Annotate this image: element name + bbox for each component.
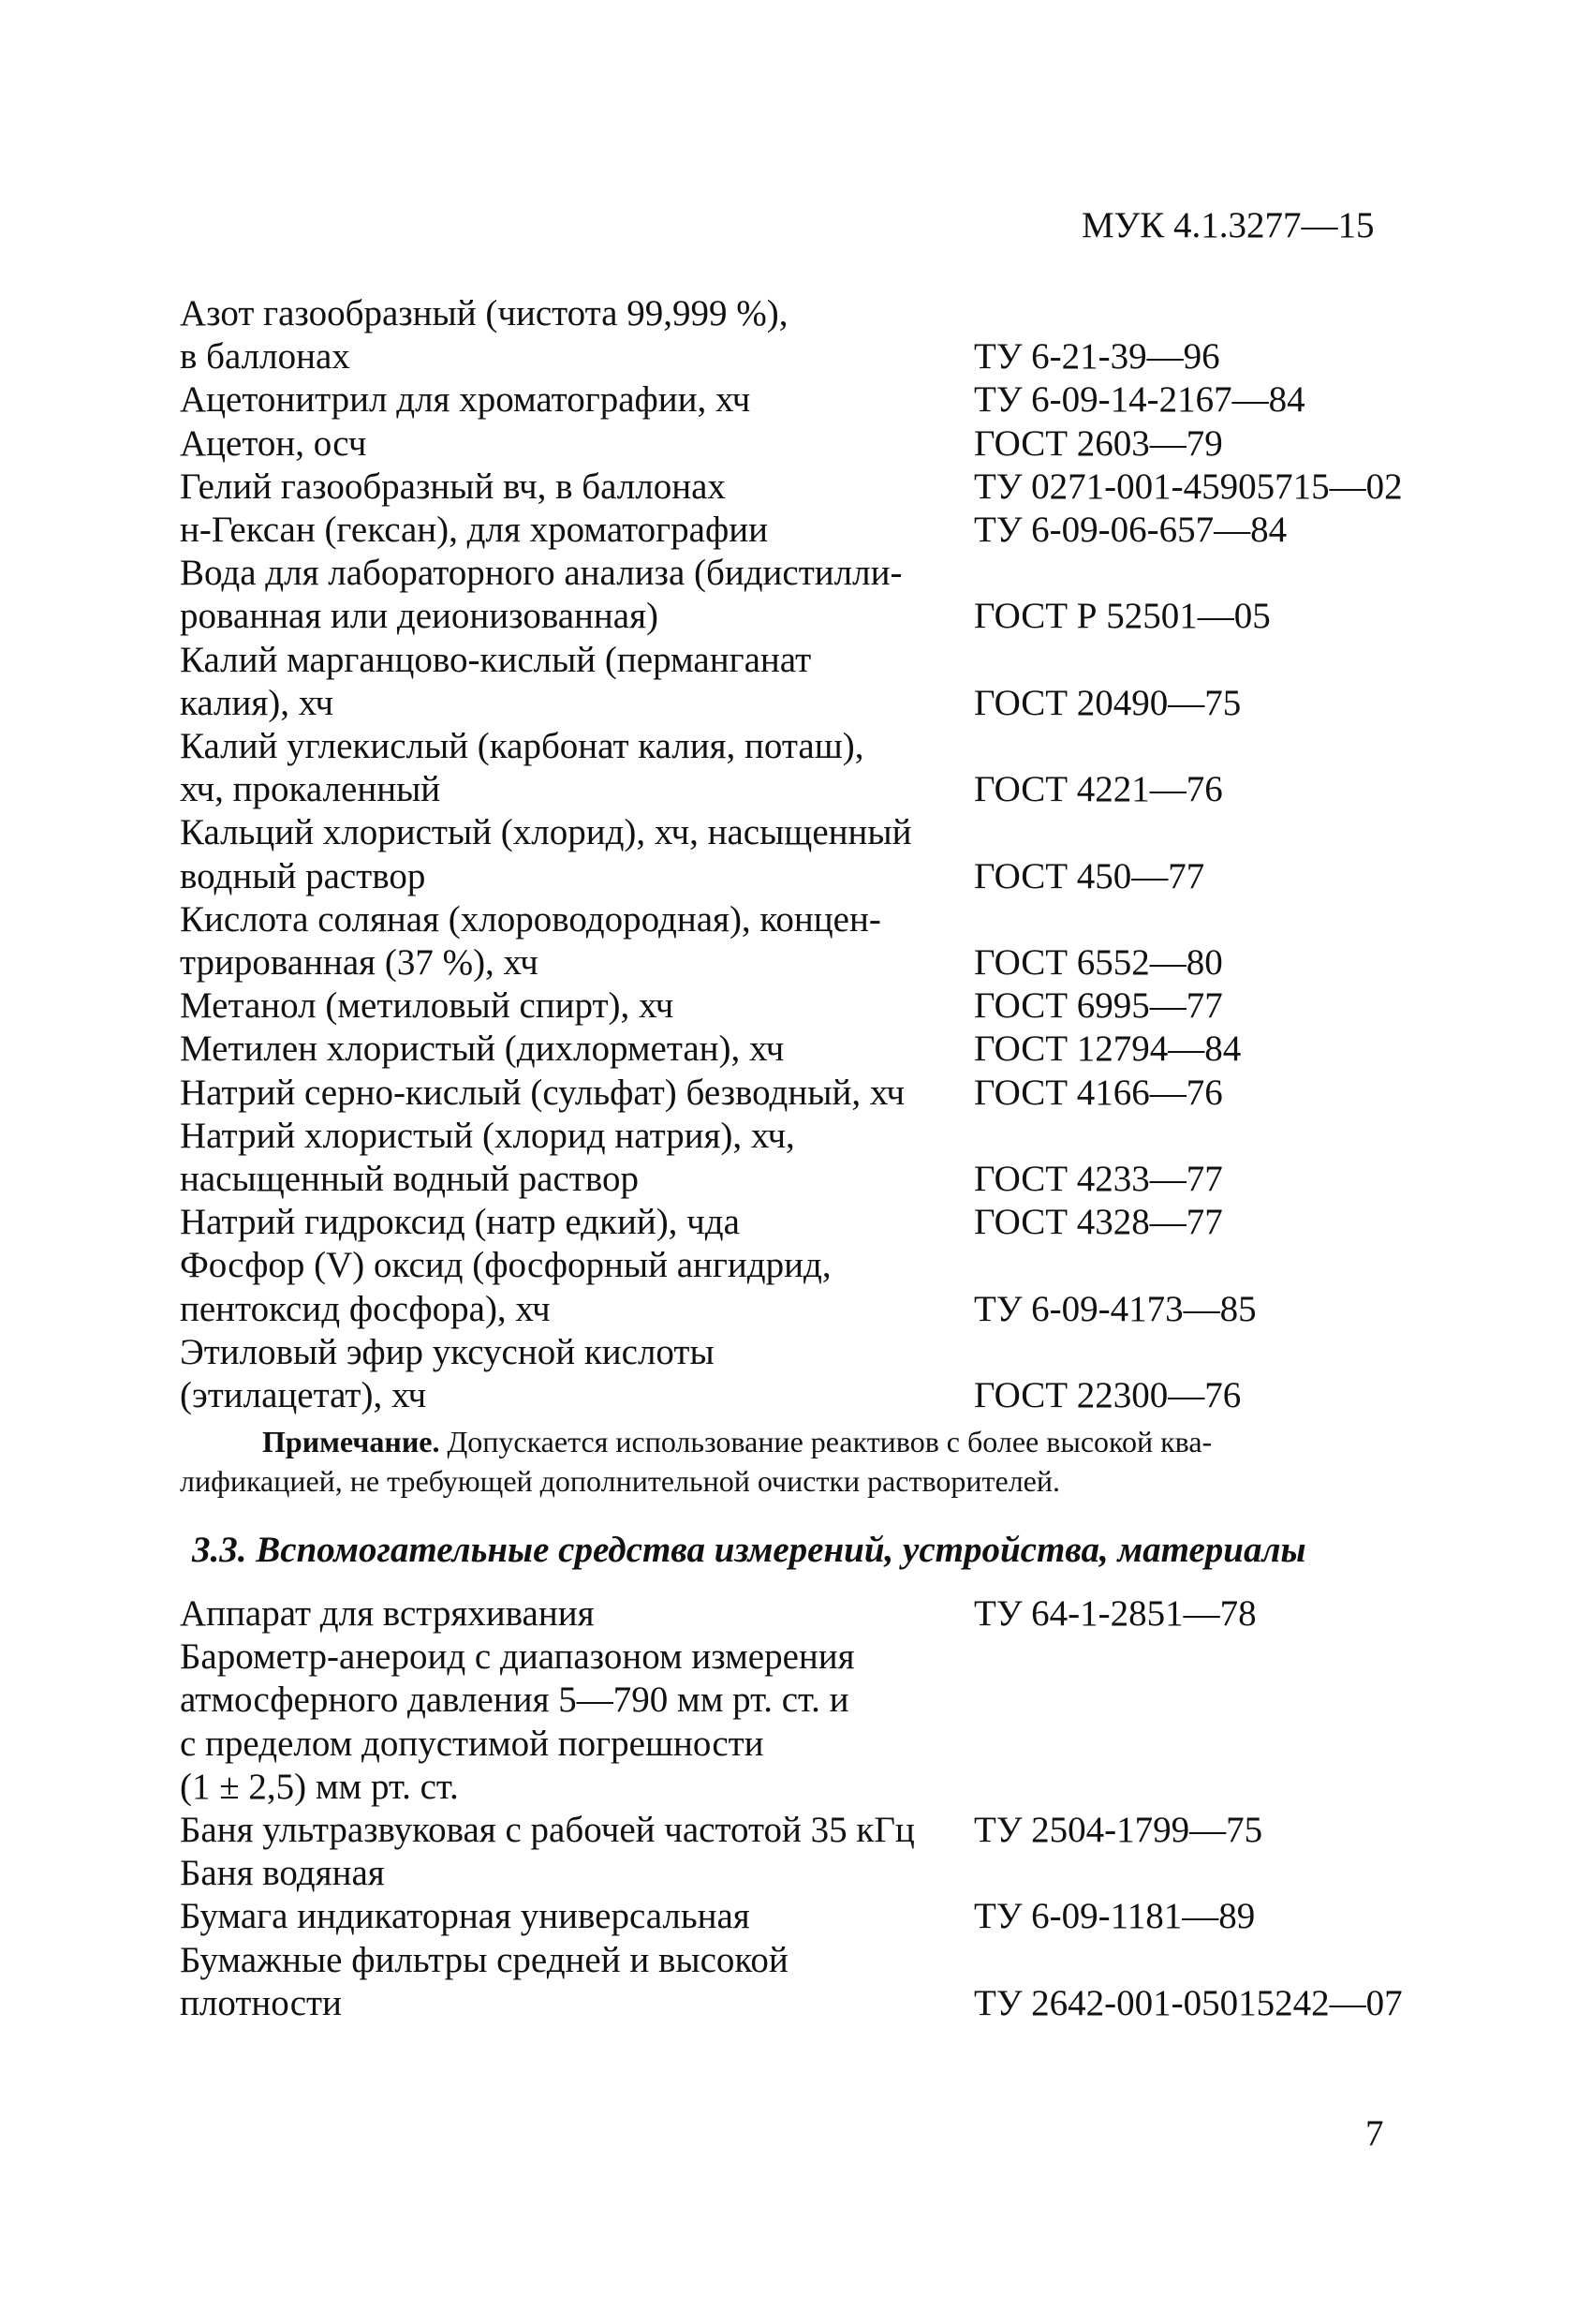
- item-standard: ГОСТ 450—77: [974, 855, 1205, 896]
- list-item: [180, 1331, 1472, 1417]
- item-name-line: трированная (37 %), хч: [180, 942, 538, 984]
- item-name-line: Фосфор (V) оксид (фосфорный ангидрид,: [180, 1245, 832, 1286]
- item-name: [180, 725, 974, 811]
- item-name: [180, 1895, 974, 1938]
- item-name-line: Этиловый эфир уксусной кислоты: [180, 1331, 715, 1372]
- item-name-line: Аппарат для встряхивания: [180, 1593, 595, 1634]
- item-name: [180, 1852, 974, 1895]
- item-name-line: Бумажные фильтры средней и высокой: [180, 1939, 789, 1980]
- item-standard: ТУ 2504-1799—75: [974, 1810, 1263, 1851]
- list-item: [180, 378, 1472, 422]
- item-name-line: Метанол (метиловый спирт), хч: [180, 985, 674, 1027]
- item-name-line: (1 ± 2,5) мм рт. ст.: [180, 1766, 459, 1807]
- item-name-line: Ацетон, осч: [180, 422, 367, 464]
- item-name-line: с пределом допустимой погрешности: [180, 1723, 764, 1764]
- item-name-line: н-Гексан (гексан), для хроматографии: [180, 510, 768, 551]
- list-item: [180, 984, 1472, 1028]
- item-name-line: Кальций хлористый (хлорид), хч, насыщенный: [180, 812, 912, 853]
- item-name-line: Барометр-анероид с диапазоном измерения: [180, 1636, 855, 1678]
- item-name-line: Калий углекислый (карбонат калия, поташ),: [180, 726, 864, 767]
- list-item: [180, 725, 1472, 811]
- item-name-line: калия), хч: [180, 682, 333, 723]
- list-item: [180, 1115, 1472, 1201]
- item-name-line: хч, прокаленный: [180, 769, 441, 810]
- list-item: [180, 422, 1472, 466]
- item-name-line: пентоксид фосфора), хч: [180, 1288, 551, 1329]
- item-name: [180, 1331, 974, 1417]
- item-name-line: Гелий газообразный вч, в баллонах: [180, 466, 726, 507]
- list-item: [180, 1201, 1472, 1244]
- item-name-line: насыщенный водный раствор: [180, 1159, 639, 1200]
- note-line-2: лификацией, не требующей дополнительной очистки растворителей.: [180, 1464, 1060, 1498]
- note-text-1: Допускается использование реактивов с более высокой ква-: [439, 1425, 1213, 1458]
- section-heading: 3.3. Вспомогательные средства измерений, устройства, материалы: [192, 1530, 1306, 1570]
- item-name: [180, 509, 974, 552]
- item-standard: ГОСТ 6552—80: [974, 942, 1223, 984]
- item-name-line: атмосферного давления 5—790 мм рт. ст. и: [180, 1680, 849, 1721]
- item-name-line: Кислота соляная (хлороводородная), концен-: [180, 898, 881, 940]
- item-standard: ГОСТ 4233—77: [974, 1159, 1223, 1200]
- item-standard: ГОСТ 20490—75: [974, 682, 1242, 723]
- note-line-1: [262, 1422, 1386, 1461]
- list-item: [180, 1852, 1472, 1895]
- item-name: [180, 1201, 974, 1244]
- item-name: [180, 1809, 974, 1852]
- item-name: [180, 1592, 974, 1636]
- item-name: [180, 466, 974, 509]
- item-name: [180, 1636, 974, 1809]
- item-name: [180, 1028, 974, 1071]
- item-name-line: Баня ультразвуковая с рабочей частотой 35 кГц: [180, 1810, 915, 1851]
- item-standard: ТУ 6-21-39—96: [974, 336, 1220, 377]
- item-name-line: Натрий хлористый (хлорид натрия), хч,: [180, 1115, 795, 1156]
- list-item: [180, 1895, 1472, 1938]
- item-name: [180, 1244, 974, 1330]
- note: [180, 1422, 1386, 1501]
- document-code: МУК 4.1.3277—15: [1082, 205, 1375, 245]
- note-label: Примечание.: [262, 1425, 440, 1458]
- list-item: [180, 1636, 1472, 1809]
- item-name: [180, 639, 974, 725]
- item-standard: ГОСТ 4166—76: [974, 1072, 1223, 1113]
- item-standard: ТУ 6-09-14-2167—84: [974, 379, 1305, 421]
- item-name-line: (этилацетат), хч: [180, 1375, 427, 1416]
- item-name-line: Ацетонитрил для хроматографии, хч: [180, 379, 751, 421]
- item-name-line: Бумага индикаторная универсальная: [180, 1896, 750, 1937]
- item-name-line: Калий марганцово-кислый (перманганат: [180, 639, 812, 680]
- item-standard: ТУ 0271-001-45905715—02: [974, 466, 1403, 507]
- item-name-line: Метилен хлористый (дихлорметан), хч: [180, 1029, 785, 1070]
- item-name-line: водный раствор: [180, 855, 426, 896]
- item-name: [180, 984, 974, 1028]
- item-name: [180, 552, 974, 638]
- item-standard: ГОСТ 4328—77: [974, 1202, 1223, 1243]
- item-name: [180, 811, 974, 897]
- item-standard: ТУ 6-09-06-657—84: [974, 510, 1288, 551]
- item-standard: ГОСТ 22300—76: [974, 1375, 1242, 1416]
- list-item: [180, 1592, 1472, 1636]
- list-item: [180, 292, 1472, 378]
- item-name: [180, 378, 974, 422]
- list-item: [180, 1244, 1472, 1330]
- aux-items-list: [180, 1592, 1472, 2025]
- item-standard: ГОСТ 2603—79: [974, 422, 1223, 464]
- item-name-line: Вода для лабораторного анализа (бидистилли-: [180, 553, 903, 594]
- item-name: [180, 1115, 974, 1201]
- list-item: [180, 466, 1472, 509]
- item-name: [180, 422, 974, 466]
- item-standard: ТУ 2642-001-05015242—07: [974, 1982, 1403, 2023]
- item-standard: ТУ 64-1-2851—78: [974, 1593, 1257, 1634]
- list-item: [180, 639, 1472, 725]
- item-name-line: Натрий серно-кислый (сульфат) безводный, хч: [180, 1072, 906, 1113]
- item-name-line: Баня водяная: [180, 1853, 385, 1894]
- list-item: [180, 1809, 1472, 1852]
- item-name: [180, 898, 974, 984]
- item-name-line: рованная или деионизованная): [180, 596, 659, 637]
- list-item: [180, 811, 1472, 897]
- list-item: [180, 1072, 1472, 1115]
- list-item: [180, 1028, 1472, 1071]
- item-name-line: Азот газообразный (чистота 99,999 %),: [180, 293, 789, 333]
- item-name-line: Натрий гидроксид (натр едкий), чда: [180, 1202, 740, 1243]
- item-standard: ГОСТ 6995—77: [974, 985, 1223, 1027]
- item-standard: ТУ 6-09-1181—89: [974, 1896, 1256, 1937]
- item-name: [180, 1939, 974, 2025]
- list-item: [180, 1939, 1472, 2025]
- list-item: [180, 509, 1472, 552]
- item-name: [180, 1072, 974, 1115]
- item-name: [180, 292, 974, 378]
- list-item: [180, 898, 1472, 984]
- reagents-list: [180, 292, 1472, 1417]
- list-item: [180, 552, 1472, 638]
- item-name-line: плотности: [180, 1982, 342, 2023]
- item-name-line: в баллонах: [180, 336, 350, 377]
- item-standard: ГОСТ Р 52501—05: [974, 596, 1271, 637]
- item-standard: ГОСТ 4221—76: [974, 769, 1223, 810]
- page-number: 7: [1365, 2113, 1384, 2154]
- item-standard: ТУ 6-09-4173—85: [974, 1288, 1257, 1329]
- item-standard: ГОСТ 12794—84: [974, 1029, 1242, 1070]
